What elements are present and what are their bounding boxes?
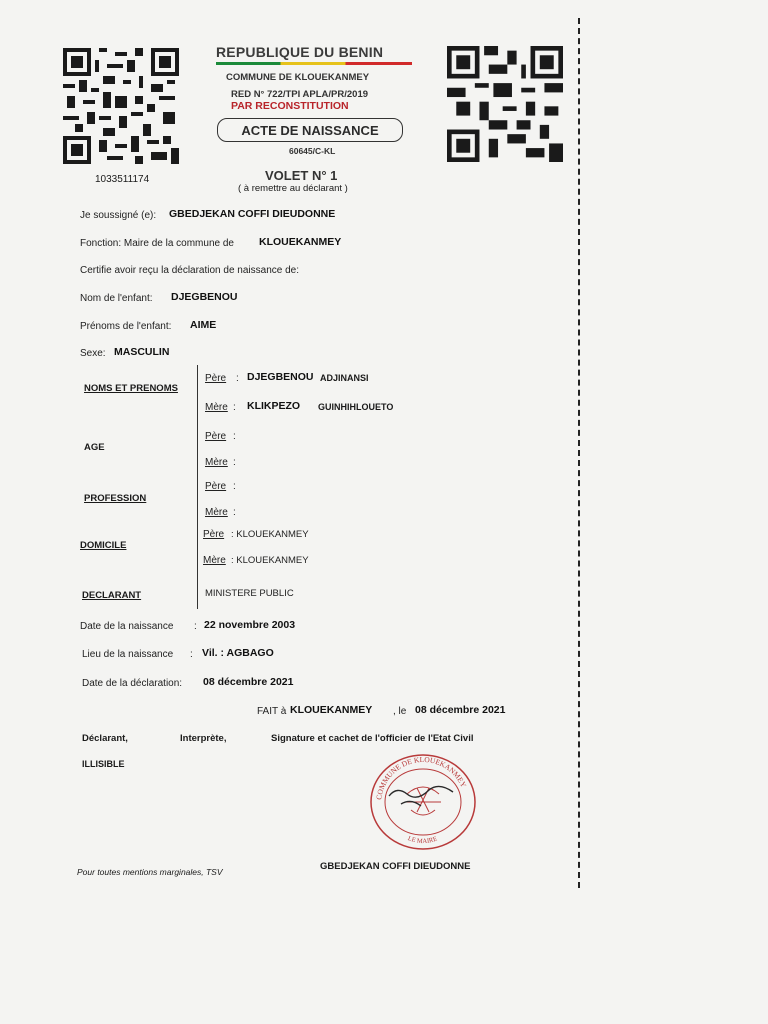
- pere-label-profession: Père: [205, 481, 227, 492]
- declarant-value: MINISTERE PUBLIC: [205, 588, 294, 599]
- prenoms-enfant-label: Prénoms de l'enfant:: [80, 321, 172, 332]
- mere-label-age: Mère: [205, 457, 228, 468]
- reconstitution-label: PAR RECONSTITUTION: [231, 100, 349, 112]
- sexe-label: Sexe:: [80, 348, 106, 359]
- qr-code-left: [62, 48, 180, 164]
- date-naissance-label: Date de la naissance: [80, 621, 174, 632]
- nom-enfant-value: DJEGBENOU: [171, 291, 238, 303]
- pere-label-domicile: Père: [203, 529, 225, 540]
- age-header: AGE: [84, 442, 105, 453]
- certifie-text: Certifie avoir reçu la déclaration de naissance de:: [80, 265, 300, 276]
- document-id-number: 1033511174: [95, 174, 150, 185]
- prenoms-enfant-value: AIME: [190, 319, 217, 331]
- fonction-label: Fonction: Maire de la commune de: [80, 238, 234, 249]
- mere-domicile-value: : KLOUEKANMEY: [231, 555, 309, 566]
- national-flag-stripe: [216, 62, 412, 65]
- marginal-mentions-note: Pour toutes mentions marginales, TSV: [77, 867, 223, 877]
- fait-date: 08 décembre 2021: [415, 704, 506, 716]
- pere-domicile-value: : KLOUEKANMEY: [231, 529, 309, 540]
- mere-nom-value: KLIKPEZO: [247, 400, 301, 412]
- mere-label-profession: Mère: [205, 507, 228, 518]
- pere-age-colon: :: [233, 431, 236, 442]
- stamp-text-bottom: LE MAIRE: [406, 835, 439, 846]
- fait-le: , le: [393, 706, 407, 717]
- acte-title: ACTE DE NAISSANCE: [241, 122, 379, 138]
- fait-place: KLOUEKANMEY: [290, 704, 373, 716]
- commune-name: COMMUNE DE KLOUEKANMEY: [226, 72, 370, 83]
- pere-nom-value: DJEGBENOU: [247, 371, 314, 383]
- date-naissance-colon: :: [194, 621, 197, 632]
- noms-prenoms-header: NOMS ET PRENOMS: [84, 383, 178, 394]
- mere-label-noms: Mère: [205, 402, 228, 413]
- mere-age-colon: :: [233, 457, 236, 468]
- red-reference: RED N° 722/TPI APLA/PR/2019: [231, 89, 369, 100]
- fonction-value: KLOUEKANMEY: [259, 236, 342, 248]
- nom-enfant-label: Nom de l'enfant:: [80, 293, 153, 304]
- volet-title: VOLET N° 1: [265, 168, 338, 183]
- pere-label-age: Père: [205, 431, 227, 442]
- officer-name: GBEDJEKAN COFFI DIEUDONNE: [320, 861, 471, 872]
- lieu-naissance-value: Vil. : AGBAGO: [202, 647, 274, 659]
- acte-title-box: [217, 118, 403, 142]
- stamp-text-top: COMMUNE DE KLOUEKANMEY: [374, 754, 469, 801]
- lieu-naissance-label: Lieu de la naissance: [82, 649, 174, 660]
- date-declaration-label: Date de la déclaration:: [82, 678, 183, 689]
- soussigne-value: GBEDJEKAN COFFI DIEUDONNE: [169, 208, 336, 220]
- mere-prenoms-value: GUINHIHLOUETO: [318, 402, 394, 412]
- pere-label-noms: Père: [205, 373, 227, 384]
- pere-noms-colon: :: [236, 373, 239, 384]
- sexe-value: MASCULIN: [114, 346, 170, 358]
- mere-profession-colon: :: [233, 507, 236, 518]
- fait-prefix: FAIT à: [257, 706, 287, 717]
- officier-signature-label: Signature et cachet de l'officier de l'Etat Civil: [271, 733, 474, 744]
- profession-header: PROFESSION: [84, 493, 147, 504]
- date-declaration-value: 08 décembre 2021: [203, 676, 294, 688]
- declarant-signature-label: Déclarant,: [82, 733, 128, 744]
- date-naissance-value: 22 novembre 2003: [204, 619, 296, 631]
- illisible-text: ILLISIBLE: [82, 759, 125, 769]
- table-divider: [197, 365, 198, 609]
- soussigne-label: Je soussigné (e):: [80, 210, 157, 221]
- volet-note: ( à remettre au déclarant ): [238, 183, 348, 194]
- lieu-naissance-colon: :: [190, 649, 193, 660]
- official-stamp: [367, 752, 479, 852]
- declarant-header: DECLARANT: [82, 590, 142, 601]
- interprete-signature-label: Interprète,: [180, 733, 227, 744]
- pere-prenoms-value: ADJINANSI: [320, 373, 369, 383]
- domicile-header: DOMICILE: [80, 540, 127, 551]
- acte-number: 60645/C-KL: [289, 146, 336, 156]
- mere-label-domicile: Mère: [203, 555, 226, 566]
- pere-profession-colon: :: [233, 481, 236, 492]
- mere-noms-colon: :: [233, 402, 236, 413]
- perforation-cut-line: [578, 18, 580, 888]
- republic-title: REPUBLIQUE DU BENIN: [216, 44, 384, 60]
- qr-code-right: [446, 46, 564, 162]
